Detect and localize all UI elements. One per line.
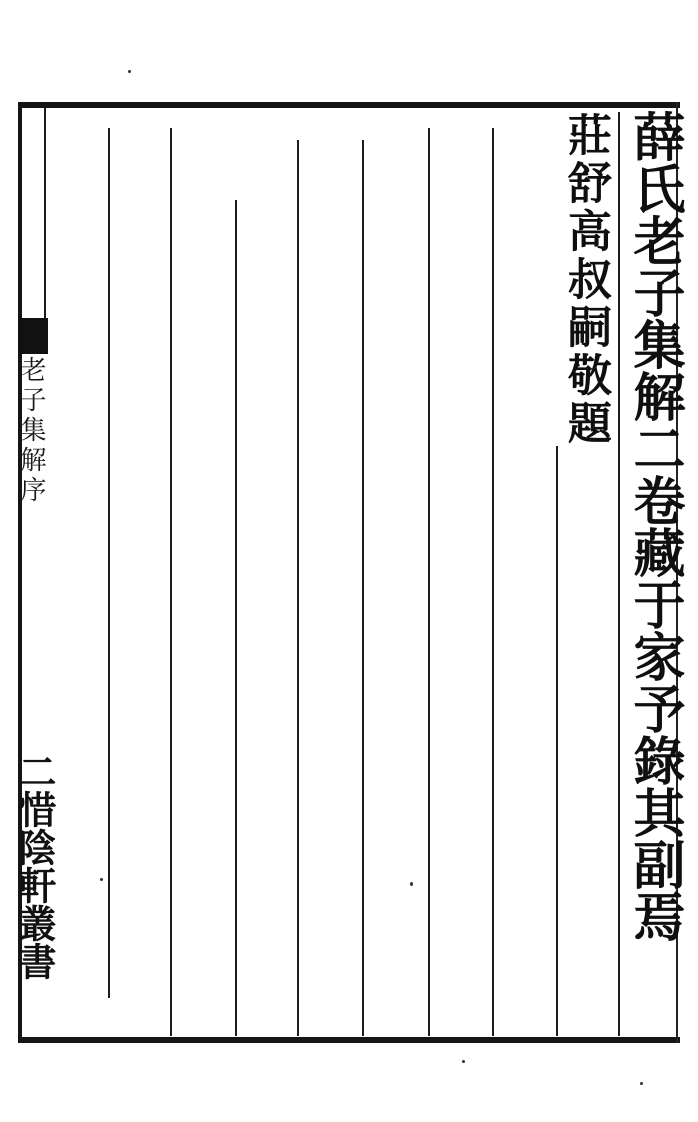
frame-left-inner-rule	[44, 108, 46, 318]
column-rule	[618, 112, 620, 1036]
spine-title: 老子集解序	[16, 356, 46, 506]
column-rule	[362, 140, 364, 1036]
paper-speck	[100, 878, 103, 881]
spine-collection-name: 二惜陰軒叢書	[12, 752, 57, 980]
column-rule	[108, 128, 110, 998]
frame-bottom-rule	[18, 1037, 680, 1043]
fish-tail-block	[18, 318, 48, 354]
column-rule	[235, 200, 237, 1036]
column-rule	[428, 128, 430, 1036]
paper-speck	[410, 882, 413, 886]
column-rule	[297, 140, 299, 1036]
column-rule	[170, 128, 172, 1036]
main-text-column: 薛氏老子集解二卷藏于家予錄其副焉	[624, 110, 685, 942]
paper-speck	[462, 1060, 465, 1063]
paper-speck	[640, 1082, 643, 1085]
column-rule	[556, 446, 558, 1036]
attribution-column: 莊舒高叔嗣敬題	[560, 112, 611, 448]
frame-top-rule	[18, 102, 680, 108]
paper-speck	[128, 70, 131, 73]
column-rule	[492, 128, 494, 1036]
